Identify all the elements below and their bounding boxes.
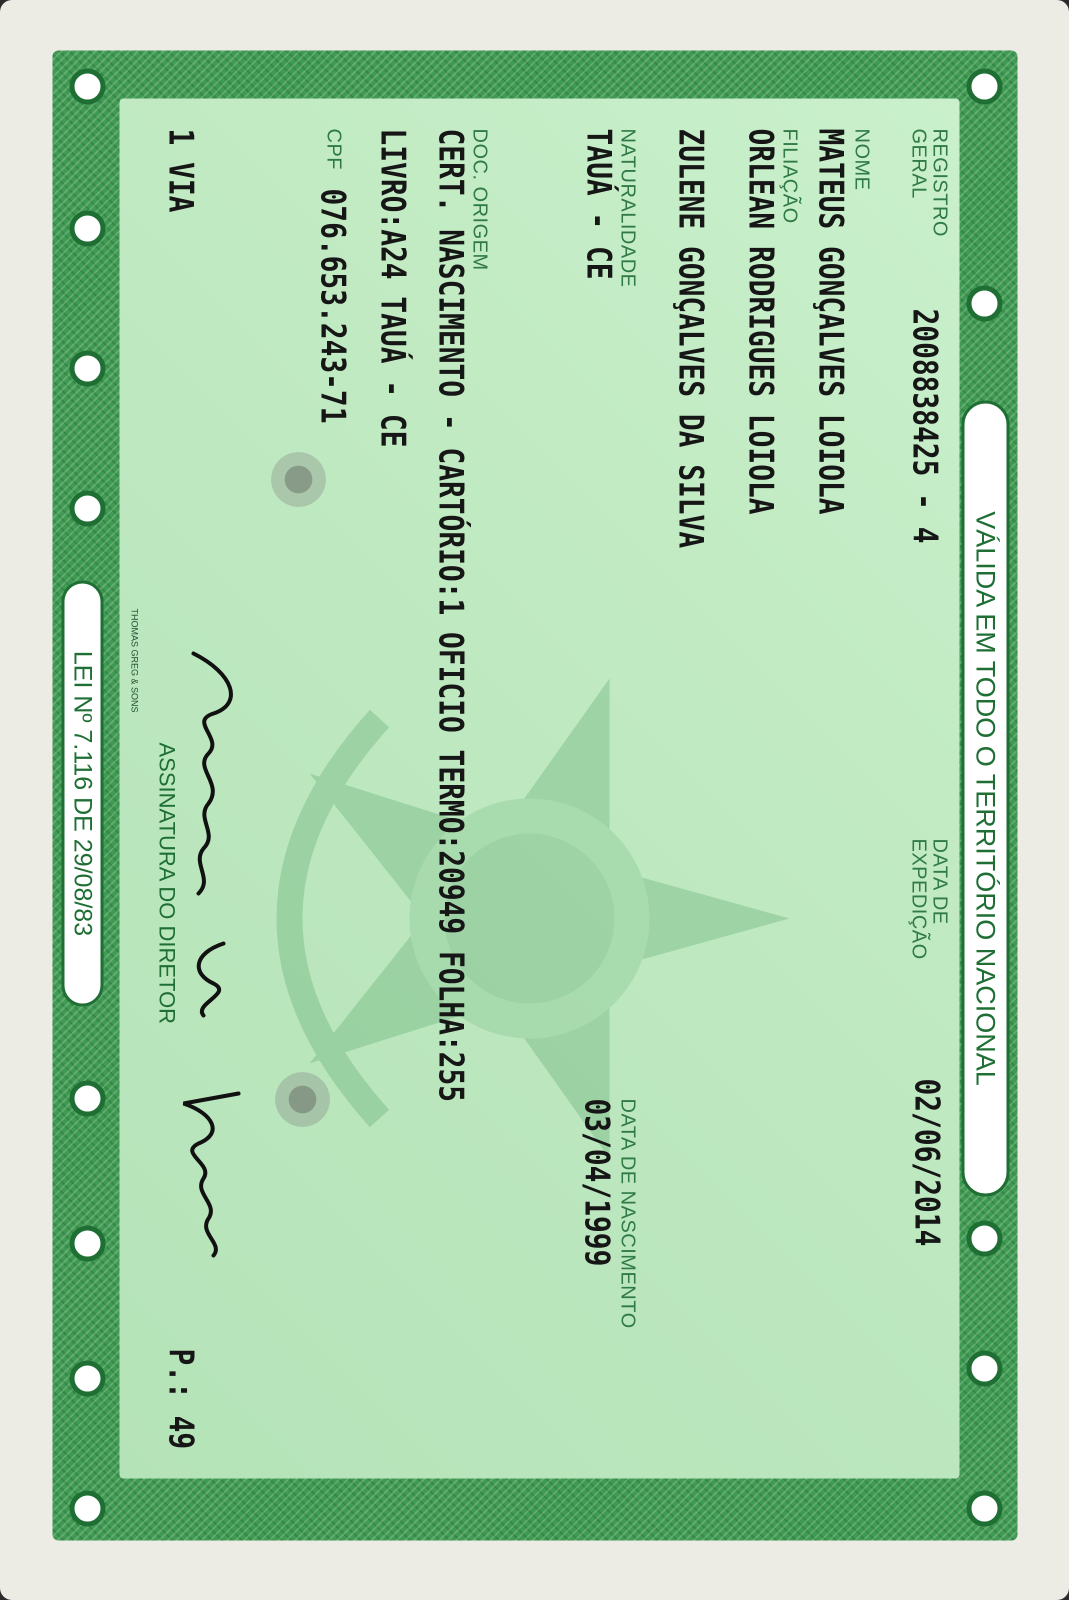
guilloche-border <box>52 50 1017 1540</box>
father-name: ORLEAN RODRIGUES LOIOLA <box>740 128 780 515</box>
border-dot <box>69 1080 105 1116</box>
border-dot <box>69 490 105 526</box>
expedicao-value: 02/06/2014 <box>906 1078 946 1246</box>
data-field-area <box>119 98 959 1478</box>
border-dot <box>69 1360 105 1396</box>
validity-banner: VÁLIDA EM TODO O TERRITÓRIO NACIONAL <box>961 400 1009 1196</box>
border-dot <box>966 1350 1002 1386</box>
cpf-label: CPF <box>322 128 344 170</box>
naturalidade-value: TAUÁ - CE <box>578 128 618 280</box>
expedicao-label: DATA DE EXPEDIÇÃO <box>907 838 950 960</box>
doc-origem-label: DOC. ORIGEM <box>468 128 490 271</box>
signature-label: ASSINATURA DO DIRETOR <box>154 742 179 1024</box>
border-dot <box>966 1490 1002 1526</box>
seal-stamp-right <box>269 1068 335 1130</box>
nascimento-value: 03/04/1999 <box>576 1098 616 1266</box>
via-value: 1 VIA <box>160 128 200 212</box>
border-dot <box>69 68 105 104</box>
registro-label: REGISTRO GERAL <box>907 128 950 237</box>
border-dot <box>966 1220 1002 1256</box>
identity-card <box>52 50 1017 1540</box>
naturalidade-label: NATURALIDADE <box>616 128 638 287</box>
page-ref: P.: 49 <box>160 1348 200 1449</box>
nome-label: NOME <box>850 128 872 190</box>
doc-origem-line2: LIVRO:A24 TAUÁ - CE <box>372 128 412 447</box>
border-dot <box>966 285 1002 321</box>
filiacao-label: FILIAÇÃO <box>778 128 800 224</box>
seal-stamp-left <box>265 448 331 510</box>
border-dot <box>966 68 1002 104</box>
nome-value: MATEUS GONÇALVES LOIOLA <box>810 128 850 515</box>
border-dot <box>69 1225 105 1261</box>
registro-value: 2008838425 - 4 <box>904 308 944 543</box>
border-dot <box>69 350 105 386</box>
doc-origem-line1: CERT. NASCIMENTO - CARTÓRIO:1 OFICIO TERMO:20949 FOLHA:255 <box>430 128 470 1102</box>
nascimento-label: DATA DE NASCIMENTO <box>616 1098 638 1329</box>
border-dot <box>69 1490 105 1526</box>
border-dot <box>69 210 105 246</box>
cpf-value: 076.653.243-71 <box>312 188 352 423</box>
printer-mark: THOMAS GREG & SONS <box>129 608 139 713</box>
law-banner: LEI Nº 7.116 DE 29/08/83 <box>61 580 103 1006</box>
mother-name: ZULENE GONÇALVES DA SILVA <box>670 128 710 548</box>
